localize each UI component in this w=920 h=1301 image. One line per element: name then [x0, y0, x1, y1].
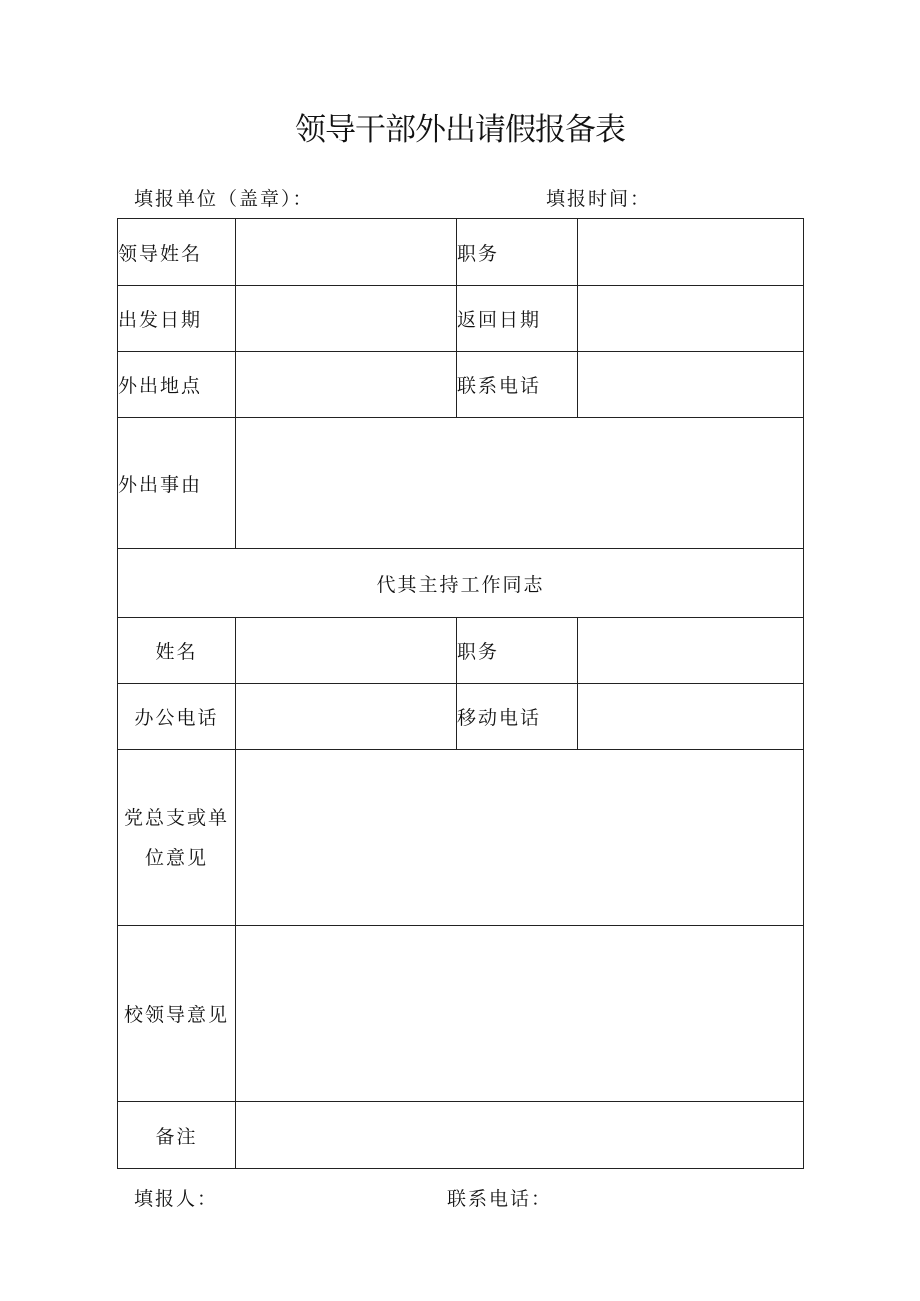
table-row [118, 618, 804, 684]
remarks-label: 备注 [118, 1102, 236, 1169]
sub-position-field[interactable] [578, 618, 804, 684]
table-row [118, 549, 804, 618]
table-row [118, 926, 804, 1102]
return-date-field[interactable] [578, 286, 804, 352]
table-row [118, 1102, 804, 1169]
table-row [118, 219, 804, 286]
office-phone-field[interactable] [236, 684, 457, 750]
party-opinion-field[interactable] [236, 750, 804, 926]
mobile-phone-field[interactable] [578, 684, 804, 750]
footer-contact-label: 联系电话： [447, 1188, 553, 1210]
position-label: 职务 [457, 219, 578, 286]
table-row [118, 352, 804, 418]
unit-label: 填报单位（盖章）： [134, 188, 314, 210]
party-opinion-label-line1: 党总支或单 [123, 806, 229, 829]
destination-label: 外出地点 [118, 352, 236, 418]
reason-label: 外出事由 [118, 418, 236, 549]
filler-label: 填报人： [134, 1188, 219, 1210]
school-opinion-label: 校领导意见 [118, 926, 236, 1102]
return-date-label: 返回日期 [457, 286, 578, 352]
leader-name-field[interactable] [236, 219, 457, 286]
mobile-phone-label: 移动电话 [457, 684, 578, 750]
table-row [118, 286, 804, 352]
position-field[interactable] [578, 219, 804, 286]
office-phone-label: 办公电话 [118, 684, 236, 750]
school-opinion-field[interactable] [236, 926, 804, 1102]
contact-phone-label: 联系电话 [457, 352, 578, 418]
table-row [118, 750, 804, 926]
departure-date-field[interactable] [236, 286, 457, 352]
party-opinion-label [118, 750, 236, 926]
substitute-section-header: 代其主持工作同志 [118, 549, 804, 618]
leave-form-table [117, 218, 804, 1169]
destination-field[interactable] [236, 352, 457, 418]
table-row [118, 684, 804, 750]
sub-name-field[interactable] [236, 618, 457, 684]
party-opinion-label-line2: 位意见 [144, 846, 208, 869]
leader-name-label: 领导姓名 [118, 219, 236, 286]
departure-date-label: 出发日期 [118, 286, 236, 352]
remarks-field[interactable] [236, 1102, 804, 1169]
reason-field[interactable] [236, 418, 804, 549]
sub-name-label: 姓名 [118, 618, 236, 684]
time-label: 填报时间： [546, 188, 652, 210]
contact-phone-field[interactable] [578, 352, 804, 418]
page-title: 领导干部外出请假报备表 [295, 112, 625, 148]
table-row [118, 418, 804, 549]
sub-position-label: 职务 [457, 618, 578, 684]
